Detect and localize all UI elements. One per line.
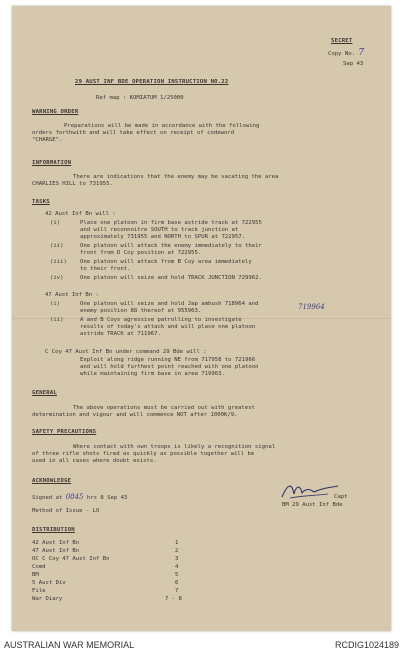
acknowledge-heading: ACKNOWLEDGE xyxy=(32,478,72,484)
handwritten-signature xyxy=(280,480,340,502)
distribution-row-5-copy: 5 xyxy=(175,572,179,578)
distribution-row-4-to: Comd xyxy=(32,564,46,570)
ref-maps: Ref map : KOMIATUM 1/25000 xyxy=(96,95,184,101)
archive-credit: AUSTRALIAN WAR MEMORIAL xyxy=(4,640,135,650)
c-coy-line-1: Exploit along ridge running NE from 717958 to 721966 xyxy=(80,357,256,363)
bn42-item-2-num: (ii) xyxy=(50,243,64,249)
bn42-item-4-line-1: One platoon will seize and hold TRACK JUNCTION 729962. xyxy=(80,275,262,281)
distribution-row-3-copy: 3 xyxy=(175,556,179,562)
information-line-2: CHARLIES HILL to 731955. xyxy=(32,181,113,187)
information-heading: INFORMATION xyxy=(32,160,72,166)
c-coy-line-2: and will hold furthest point reached with one platoon xyxy=(80,364,259,370)
signature-unit: BM 29 Aust Inf Bde xyxy=(282,502,343,508)
distribution-row-6-to: 5 Aust Div xyxy=(32,580,66,586)
signed-at-prefix: Signed at xyxy=(32,495,63,501)
bn42-item-3-num: (iii) xyxy=(50,259,67,265)
distribution-row-3-to: OC C Coy 47 Aust Inf Bn xyxy=(32,556,110,562)
distribution-row-2-copy: 2 xyxy=(175,548,179,554)
signed-time: 0845 xyxy=(65,493,84,501)
bn42-item-2-line-1: One platoon will attack the enemy immediately to their xyxy=(80,243,262,249)
safety-line-3: used in all cases where doubt exists. xyxy=(32,458,157,464)
document-title: 29 AUST INF BDE OPERATION INSTRUCTION NO.22 xyxy=(75,79,229,85)
information-line-1: There are indications that the enemy may be vacating the area xyxy=(73,174,279,180)
handwritten-correction: 719964 xyxy=(298,303,325,311)
fold-line xyxy=(12,318,391,319)
bn47-item-1-num: (i) xyxy=(50,301,61,307)
bn47-item-2-line-3: astride TRACK at 711967. xyxy=(80,331,161,337)
safety-line-2: of three rifle shots fired as quickly as possible together will be xyxy=(32,451,255,457)
copy-number-value: 7 xyxy=(358,48,365,58)
bn47-item-2-num: (ii) xyxy=(50,317,64,323)
distribution-row-1-copy: 1 xyxy=(175,540,179,546)
secret-label: SECRET xyxy=(331,38,353,44)
signed-at-suffix: hrs 8 Sep 43 xyxy=(86,495,128,501)
bn47-label: 47 Aust Inf Bn : xyxy=(45,292,99,298)
distribution-row-5-to: BM xyxy=(32,572,39,578)
bn47-item-1-line-2: enemy position 88 thereof at 955963. xyxy=(80,308,202,314)
c-coy-label: C Coy 47 Aust Inf Bn under command 29 Bde will : xyxy=(45,349,207,355)
copy-number-label: Copy No. xyxy=(328,51,355,57)
method-value: LO xyxy=(92,508,100,514)
distribution-heading: DISTRIBUTION xyxy=(32,527,75,533)
distribution-row-7-copy: 7 xyxy=(175,588,179,594)
bn42-item-2-line-2: front from D Coy position at 722955. xyxy=(80,250,202,256)
safety-heading: SAFETY PRECAUTIONS xyxy=(32,429,97,435)
distribution-row-6-copy: 6 xyxy=(175,580,179,586)
bn42-item-3-line-2: to their front. xyxy=(80,266,131,272)
signature-rank: Capt xyxy=(334,494,348,500)
c-coy-line-3: while maintaining firm base in area 719963. xyxy=(80,371,225,377)
signed-at-line xyxy=(32,494,127,502)
archive-footer xyxy=(0,637,403,654)
distribution-row-1-to: 42 Aust Inf Bn xyxy=(32,540,80,546)
bn42-item-1-line-1: Place one platoon in firm base astride track at 722955 xyxy=(80,220,262,226)
tasks-heading: TASKS xyxy=(32,199,50,205)
bn47-item-2-line-1: A and B Coys agressive patrolling to investigate xyxy=(80,317,242,323)
bn42-item-1-line-3: approximately 731955 and NORTH to SPUR at 722957. xyxy=(80,234,246,240)
bn47-item-1-line-1: One platoon will seize and hold Jap ambush 718964 and xyxy=(80,301,259,307)
general-line-1: The above operations must be carried out with greatest xyxy=(73,405,255,411)
warning-order-heading: WARNING ORDER xyxy=(32,109,79,115)
copy-number xyxy=(328,50,364,58)
bn47-item-2-line-2: results of today's attack and will place one platoon xyxy=(80,324,256,330)
bn42-item-1-line-2: and will reconnoitre SOUTH to track junction at xyxy=(80,227,239,233)
warning-order-line-3: "CHARGE". xyxy=(32,137,63,143)
distribution-row-7-to: File xyxy=(32,588,46,594)
distribution-row-8-to: War Diary xyxy=(32,596,63,602)
bn42-label: 42 Aust Inf Bn will : xyxy=(45,211,116,217)
general-heading: GENERAL xyxy=(32,390,57,396)
bn42-item-4-num: (iv) xyxy=(50,275,64,281)
document-sheet xyxy=(12,6,391,631)
general-line-2: determination and vigour and will commence NOT after 1000K/9. xyxy=(32,412,238,418)
archive-reference: RCDIG1024189 xyxy=(334,640,399,650)
distribution-row-2-to: 47 Aust Inf Bn xyxy=(32,548,80,554)
bn42-item-3-line-1: One platoon will attack from B Coy area immediately xyxy=(80,259,252,265)
method-label: Method of Issue - xyxy=(32,508,90,514)
document-date: Sep 43 xyxy=(343,61,364,67)
warning-order-line-1: Preparations will be made in accordance with the following xyxy=(64,123,260,129)
method-of-issue xyxy=(32,508,99,515)
warning-order-line-2: orders forthwith and will take effect on receipt of codeword xyxy=(32,130,235,136)
distribution-row-8-copy: 7 - 8 xyxy=(165,596,182,602)
safety-line-1: Where contact with own troops is likely a recognition signal xyxy=(73,444,276,450)
bn42-item-1-num: (i) xyxy=(50,220,61,226)
distribution-row-4-copy: 4 xyxy=(175,564,179,570)
